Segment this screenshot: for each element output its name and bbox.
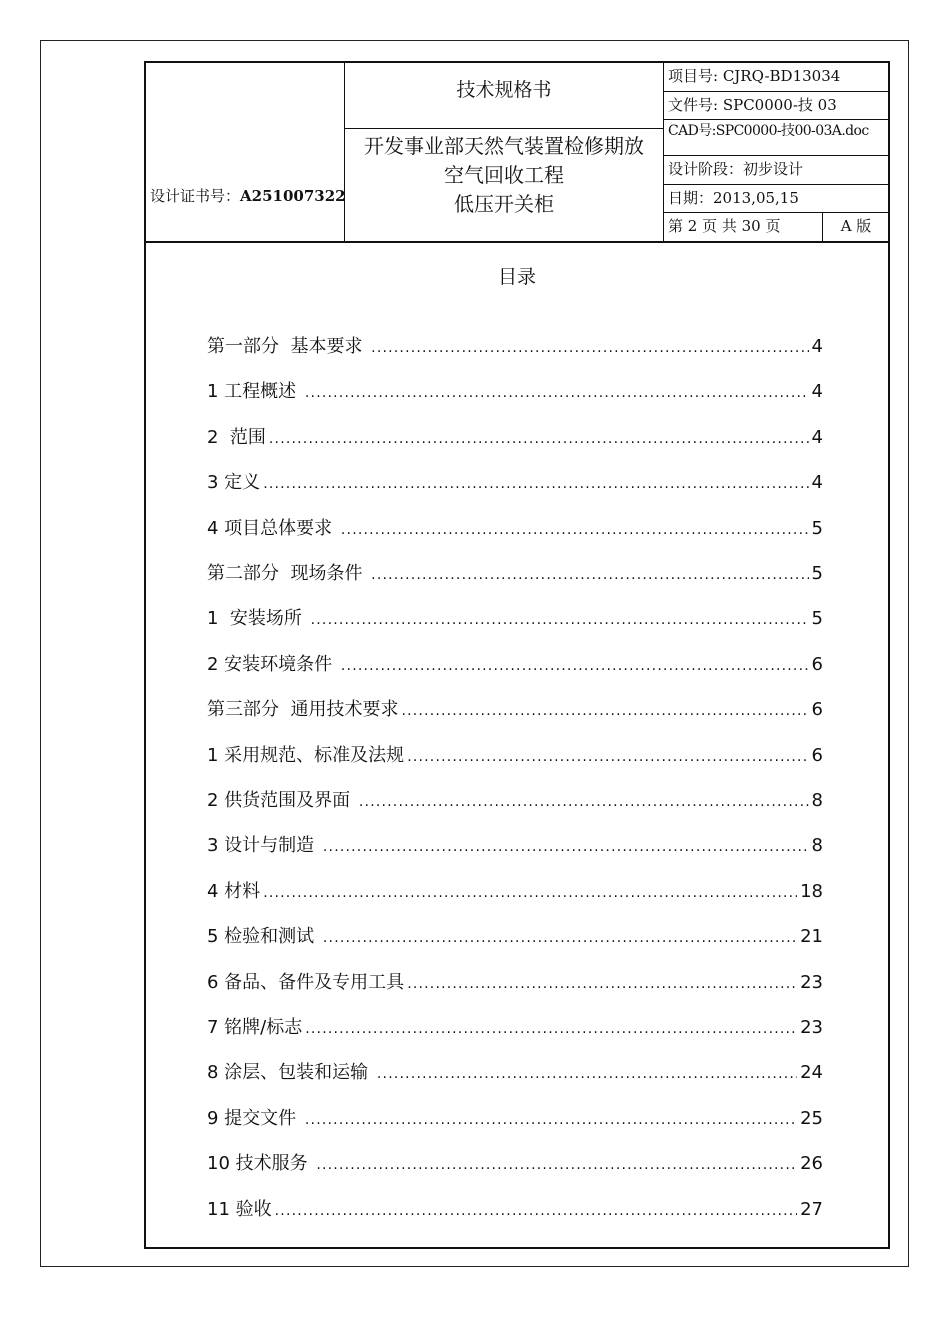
toc-entry-page: 4 — [811, 336, 823, 357]
version: A 版 — [840, 217, 872, 235]
toc-entry-label: 11 验收 — [207, 1198, 272, 1220]
toc-entry[interactable] — [207, 786, 823, 812]
toc-entry-label: 2 范围 — [207, 426, 266, 448]
toc-entry-label: 7 铭牌/标志 — [207, 1017, 303, 1038]
toc-entry-page: 6 — [811, 744, 823, 766]
project-title-line: 开发事业部天然气装置检修期放 — [364, 134, 644, 158]
toc-entry-page: 21 — [800, 926, 823, 948]
toc-entry[interactable] — [207, 741, 823, 767]
date: 日期：2013,05,15 — [664, 185, 890, 213]
toc-entry-label: 3 设计与制造 — [207, 835, 320, 857]
toc-entry[interactable] — [207, 423, 823, 449]
toc-dot-leader — [407, 976, 797, 992]
toc-dot-leader — [269, 431, 809, 447]
toc-dot-leader — [305, 1021, 797, 1037]
toc-dot-leader — [305, 385, 809, 401]
toc-entry[interactable] — [207, 1195, 823, 1221]
toc-entry-label: 第一部分 基本要求 — [207, 336, 369, 357]
toc-entry-label: 9 提交文件 — [207, 1107, 302, 1129]
toc-entry[interactable] — [207, 604, 823, 630]
toc-entry[interactable] — [207, 1104, 823, 1130]
design-stage: 设计阶段：初步设计 — [664, 156, 890, 185]
toc-entry-page: 24 — [800, 1062, 823, 1084]
toc-entry-page: 23 — [800, 1017, 823, 1038]
toc-entry-page: 5 — [811, 517, 823, 539]
certificate-value: A251007322 — [240, 187, 346, 205]
toc-entry-page: 5 — [811, 563, 823, 584]
toc-entry[interactable] — [207, 968, 823, 994]
toc-entry[interactable] — [207, 650, 823, 676]
toc-dot-leader — [311, 612, 809, 628]
file-number: 文件号: SPC0000-技 03 — [664, 92, 890, 120]
project-title-cell — [345, 129, 664, 241]
certificate-label: 设计证书号： — [150, 187, 241, 205]
toc-heading: 目录 — [497, 266, 536, 288]
toc-entry[interactable] — [207, 695, 823, 721]
toc-entry-label: 6 备品、备件及专用工具 — [207, 971, 405, 993]
doc-type: 技术规格书 — [456, 79, 552, 101]
toc-dot-leader — [341, 522, 809, 538]
toc-entry[interactable] — [207, 831, 823, 857]
toc-dot-leader — [407, 749, 808, 765]
toc-dot-leader — [377, 1066, 797, 1082]
toc-entry-label: 2 安装环境条件 — [207, 653, 338, 675]
toc-entry-label: 3 定义 — [207, 472, 261, 494]
title-block — [144, 61, 890, 243]
toc-dot-leader — [305, 1112, 797, 1128]
toc-entry-label: 1 采用规范、标准及法规 — [207, 744, 405, 766]
toc-entry-page: 4 — [811, 381, 823, 403]
toc-dot-leader — [401, 703, 808, 719]
toc-entry-page: 4 — [811, 472, 823, 494]
toc-dot-leader — [341, 658, 809, 674]
toc-entry-page: 26 — [800, 1153, 823, 1175]
toc-entry-label: 1 安装场所 — [207, 608, 308, 630]
certificate-number — [150, 185, 346, 206]
toc-dot-leader — [323, 930, 797, 946]
toc-entry-label: 4 项目总体要求 — [207, 517, 338, 539]
toc-dot-leader — [371, 567, 808, 583]
toc-entry[interactable] — [207, 559, 823, 585]
toc-entry[interactable] — [207, 468, 823, 494]
project-title-line: 空气回收工程 — [444, 163, 564, 187]
toc-entry-label: 第三部分 通用技术要求 — [207, 699, 399, 721]
toc-entry-page: 4 — [811, 426, 823, 448]
toc-entry-label: 10 技术服务 — [207, 1153, 314, 1175]
page-info: 第 2 页 共 30 页 — [668, 217, 781, 235]
project-title-line: 低压开关柜 — [454, 192, 554, 216]
toc-dot-leader — [371, 340, 808, 356]
toc-entry-label: 8 涂层、包装和运输 — [207, 1062, 374, 1084]
toc-entry-page: 25 — [800, 1107, 823, 1129]
toc-entry-page: 8 — [811, 835, 823, 857]
toc-entry-page: 27 — [800, 1198, 823, 1220]
project-number: 项目号: CJRQ-BD13034 — [664, 63, 890, 92]
toc-dot-leader — [323, 839, 809, 855]
toc-entry-page: 8 — [811, 790, 823, 811]
toc-entry-page: 5 — [811, 608, 823, 630]
toc-entry[interactable] — [207, 877, 823, 903]
toc-entry[interactable] — [207, 514, 823, 540]
doc-type-cell — [345, 63, 664, 129]
toc-entry[interactable] — [207, 377, 823, 403]
certificate-cell — [146, 63, 345, 241]
toc-dot-leader — [263, 885, 797, 901]
toc-entry-page: 6 — [811, 699, 823, 721]
toc-dot-leader — [263, 476, 808, 492]
toc-entry-label: 2 供货范围及界面 — [207, 790, 356, 811]
toc-entry-label: 4 材料 — [207, 880, 261, 902]
toc-entry-page: 23 — [800, 971, 823, 993]
toc-entry-page: 6 — [811, 653, 823, 675]
toc-entry[interactable] — [207, 1013, 823, 1039]
toc-dot-leader — [275, 1203, 797, 1219]
toc-entry[interactable] — [207, 922, 823, 948]
toc-entry[interactable] — [207, 1149, 823, 1175]
toc-entry[interactable] — [207, 1058, 823, 1084]
toc-entry[interactable] — [207, 332, 823, 358]
toc-dot-leader — [316, 1157, 797, 1173]
toc-section — [144, 242, 890, 1249]
cad-file-number: CAD号:SPC0000-技00-03A.doc — [664, 120, 890, 156]
project-title — [345, 132, 663, 219]
page-info-row — [664, 213, 890, 241]
toc-entry-label: 5 检验和测试 — [207, 926, 320, 948]
toc-entry-label: 1 工程概述 — [207, 381, 302, 403]
toc-entry-label: 第二部分 现场条件 — [207, 563, 369, 584]
toc-dot-leader — [359, 794, 809, 810]
toc-entry-page: 18 — [800, 880, 823, 902]
